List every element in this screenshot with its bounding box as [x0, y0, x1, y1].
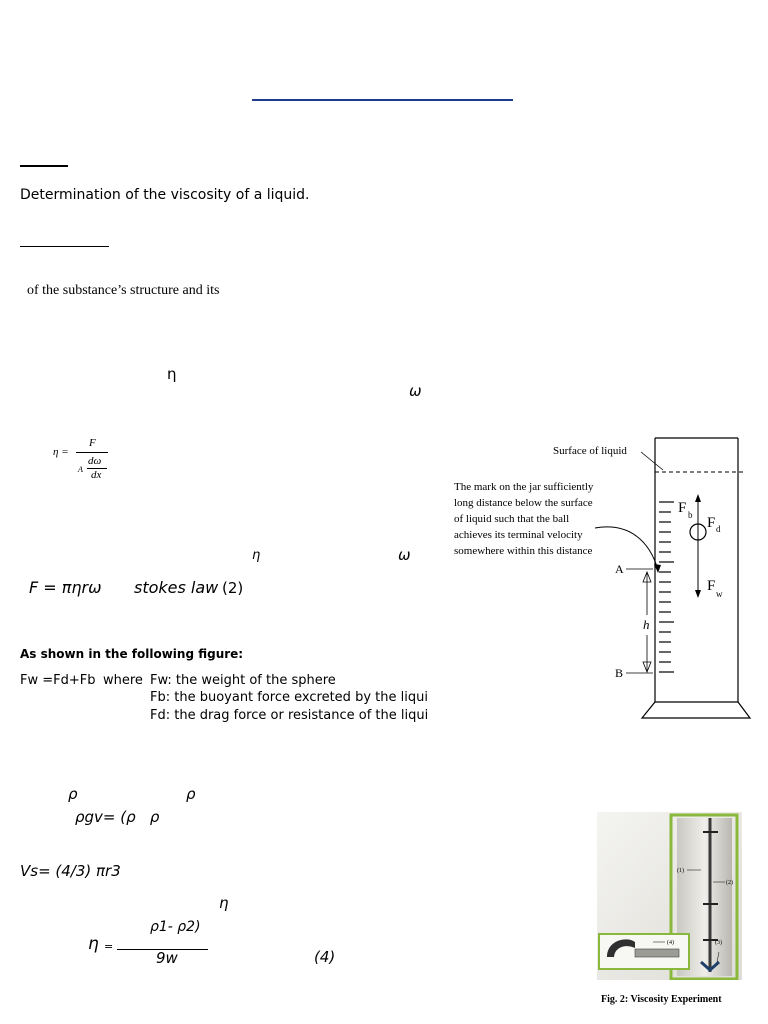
photo-label-3: (3) [715, 940, 722, 946]
eta-symbol-1: η [167, 365, 177, 383]
fw-subscript: w [716, 589, 723, 599]
fw-description: Fw: the weight of the sphere [150, 673, 336, 688]
label-a: A [615, 562, 624, 576]
eq4-numerator: ρ1- ρ2) [150, 919, 201, 935]
surface-arrow [641, 452, 663, 470]
photo-label-1: (1) [677, 868, 684, 874]
fw-label: F [707, 578, 716, 594]
stokes-law-label: stokes law [134, 578, 219, 597]
where-label: where [103, 673, 143, 688]
eta-symbol-3: η [219, 894, 229, 912]
surface-label: Surface of liquid [553, 445, 627, 457]
viscosity-diagram [445, 430, 757, 724]
stokes-formula: F = πηrω [29, 578, 102, 597]
micrometer-barrel [635, 949, 679, 957]
fw-arrow-head [695, 590, 701, 598]
eq1-numerator: F [89, 437, 96, 449]
title-underline [252, 99, 513, 101]
eq1-coefficient: A [78, 465, 83, 474]
equation-2-number: (2) [222, 579, 244, 597]
equation-3: ρgv= (ρ ρ [75, 808, 160, 826]
eq1-d-numerator: dω [88, 455, 102, 467]
fb-arrow-head [695, 494, 701, 502]
subtitle-text: Determination of the viscosity of a liquid. [20, 187, 310, 203]
cylinder-base [642, 702, 750, 718]
mark-pointer-arrow [595, 527, 658, 570]
equation-4-number: (4) [314, 948, 336, 966]
omega-symbol-2: ω [398, 546, 411, 564]
fd-description: Fd: the drag force or resistance of the liqui [150, 708, 429, 723]
mark-text-line-3: of liquid such that the ball [454, 513, 570, 525]
volume-equation: Vs= (4/3) πr3 [20, 862, 121, 880]
scale-ticks [659, 502, 674, 672]
eta-symbol-2: η [252, 548, 261, 563]
experiment-photo [597, 812, 742, 980]
eq1-fraction-line [76, 452, 108, 453]
rho-symbol-1: ρ [68, 785, 78, 803]
forces-equation: Fw =Fd+Fb [20, 673, 96, 688]
fb-label: F [678, 500, 687, 516]
mark-text-line-1: The mark on the jar sufficiently [454, 481, 594, 493]
equation-1 [53, 437, 123, 487]
rho-symbol-2: ρ [186, 785, 196, 803]
eq4-lhs: η [88, 934, 99, 954]
label-h: h [643, 617, 650, 632]
omega-symbol-1: ω [409, 382, 422, 400]
eq4-denominator: 9w [156, 949, 178, 967]
figure-intro: As shown in the following figure: [20, 647, 244, 661]
eq1-d-denominator: dx [91, 469, 102, 481]
heading-rule-2 [20, 246, 109, 247]
photo-label-2: (2) [726, 880, 733, 886]
mark-text-line-2: long distance below the surface [454, 497, 593, 509]
structure-line: of the substance’s structure and its [27, 283, 220, 298]
heading-rule-1 [20, 165, 68, 167]
photo-label-4: (4) [667, 940, 674, 946]
fd-subscript: d [716, 524, 721, 534]
fb-description: Fb: the buoyant force excreted by the liqui [150, 690, 428, 705]
fd-label: F [707, 515, 716, 531]
eq1-lhs: η = [53, 446, 69, 458]
figure-caption: Fig. 2: Viscosity Experiment [601, 994, 722, 1005]
label-b: B [615, 666, 624, 680]
fb-subscript: b [688, 510, 693, 520]
mark-text-line-4: achieves its terminal velocity [454, 529, 583, 541]
mark-text-line-5: somewhere within this distance [454, 545, 593, 557]
eq4-equals: = [104, 940, 114, 953]
